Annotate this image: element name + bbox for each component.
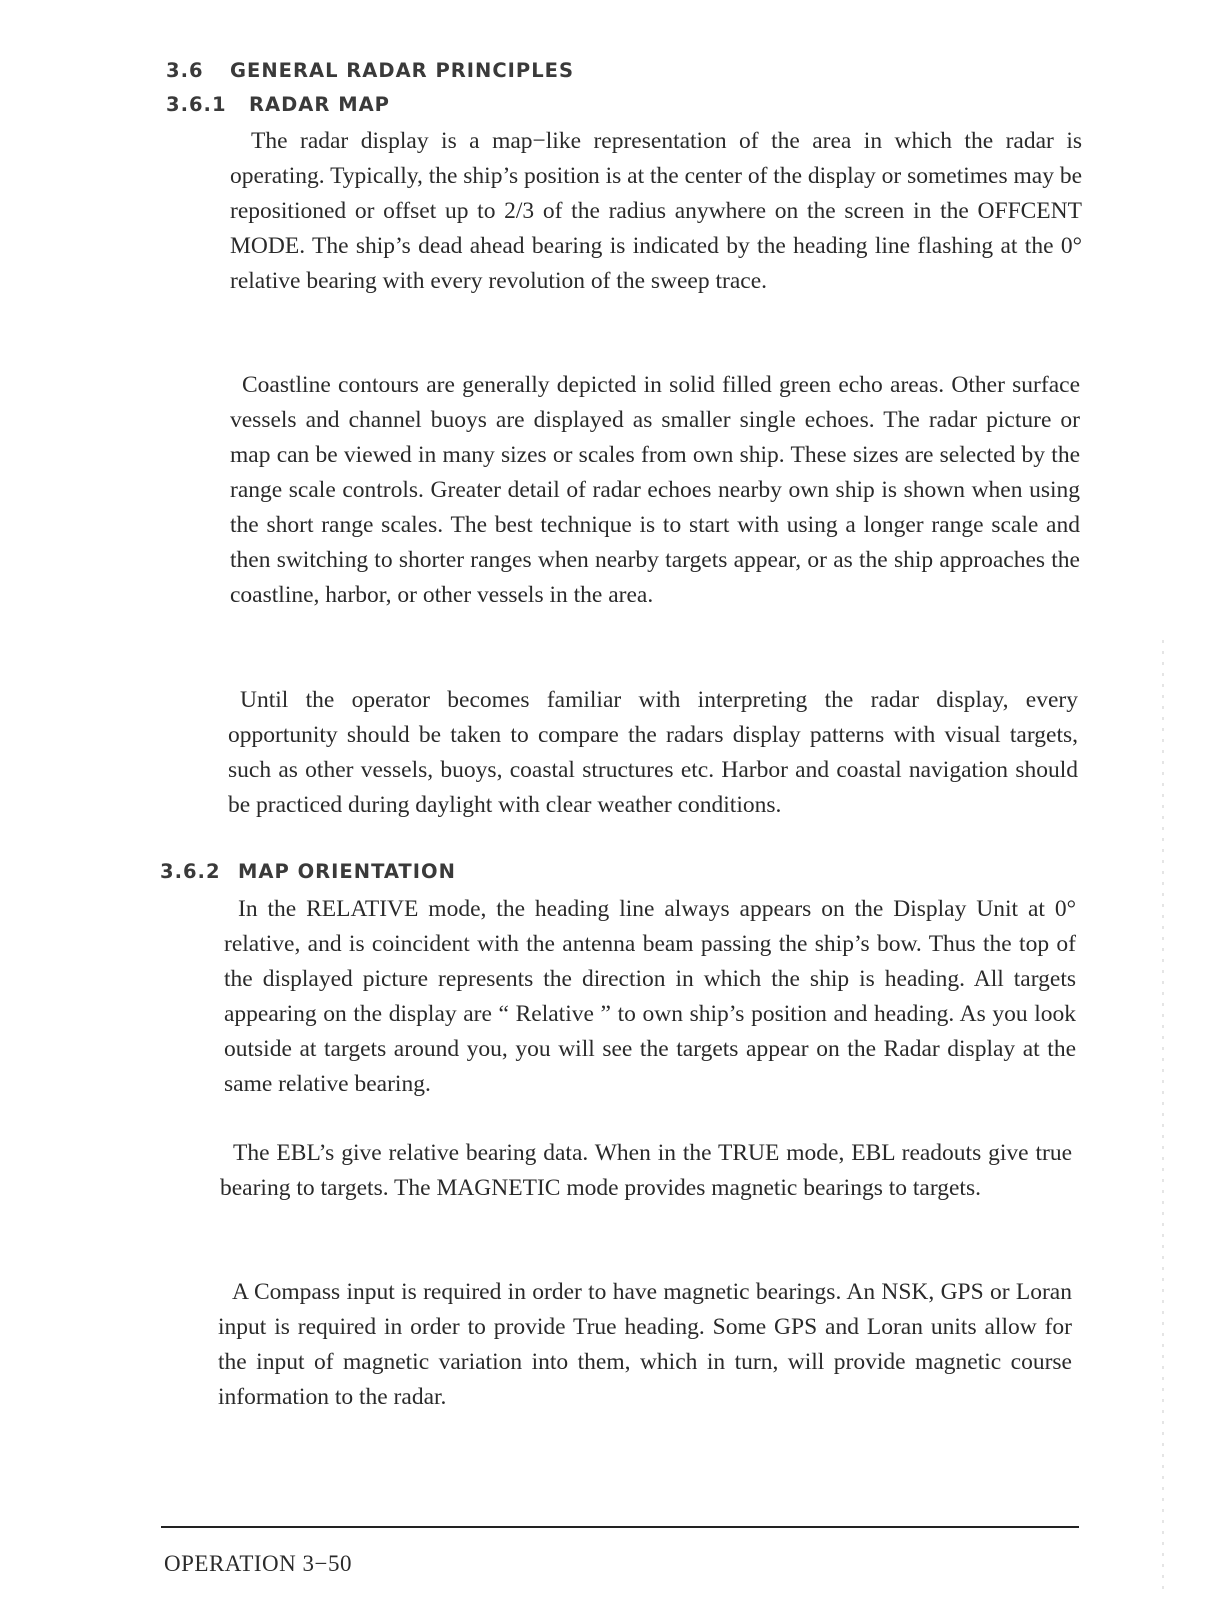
subsection-heading-radar-map (166, 93, 390, 116)
subsection-title: MAP ORIENTATION (238, 860, 456, 883)
subsection-number: 3.6.1 (166, 93, 227, 116)
paragraph: The EBL’s give relative bearing data. When in the TRUE mode, EBL readouts give true bearing to targets. The MAGNETIC mode provides magnetic bearings to targets. (220, 1140, 1072, 1201)
subsection-heading-map-orientation (160, 860, 456, 883)
footer-rule (161, 1526, 1079, 1528)
page-footer: OPERATION 3−50 (164, 1551, 353, 1576)
paragraph: In the RELATIVE mode, the heading line always appears on the Display Unit at 0° relative, and is coincident with the antenna beam passing the ship’s bow. Thus the top of the displayed picture represents the direction in which the ship is heading. All targets appearing on the display are “ Relative ” to own ship’s position and heading. As you look outside at targets around you, you will see the targets appear on the Radar display at the same relative bearing. (224, 896, 1076, 1097)
paragraph: Until the operator becomes familiar with interpreting the radar display, every opportunity should be taken to compare the radars display patterns with visual targets, such as other vessels, buoys, coastal structures etc. Harbor and coastal navigation should be practiced during daylight with clear weather conditions. (228, 687, 1078, 818)
subsection-number: 3.6.2 (160, 860, 221, 883)
section-heading (166, 59, 575, 82)
section-number: 3.6 (166, 59, 204, 82)
subsection-title: RADAR MAP (249, 93, 390, 116)
section-title: GENERAL RADAR PRINCIPLES (230, 59, 575, 82)
scan-edge-marks (1162, 640, 1164, 1590)
paragraph: The radar display is a map−like representation of the area in which the radar is operating. Typically, the ship’s position is at the center of the display or sometimes may be repositioned or offset up to 2/3 of the radius anywhere on the screen in the OFFCENT MODE. The ship’s dead ahead bearing is indicated by the heading line flashing at the 0° relative bearing with every revolution of the sweep trace. (230, 128, 1083, 294)
paragraph: Coastline contours are generally depicted in solid filled green echo areas. Other surface vessels and channel buoys are displayed as smaller single echoes. The radar picture or map can be viewed in many sizes or scales from own ship. These sizes are selected by the range scale controls. Greater detail of radar echoes nearby own ship is shown when using the short range scales. The best technique is to start with using a longer range scale and then switching to shorter ranges when nearby targets appear, or as the ship approaches the coastline, harbor, or other vessels in the area. (230, 372, 1080, 608)
paragraph: A Compass input is required in order to have magnetic bearings. An NSK, GPS or Loran input is required in order to provide True heading. Some GPS and Loran units allow for the input of magnetic variation into them, which in turn, will provide magnetic course information to the radar. (218, 1279, 1072, 1410)
